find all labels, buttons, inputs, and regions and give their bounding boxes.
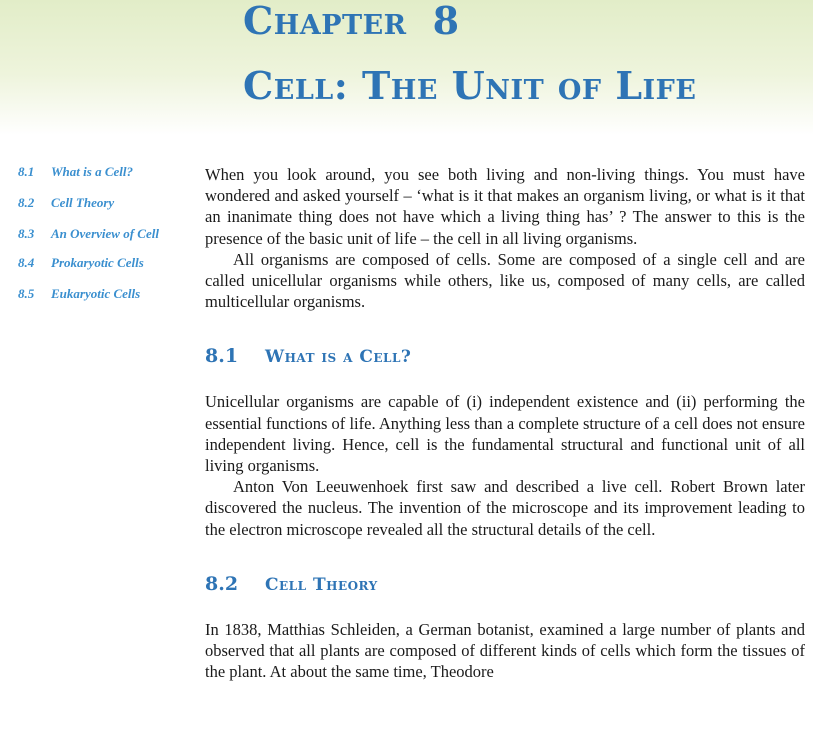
section-paragraph: Anton Von Leeuwenhoek first saw and described a live cell. Robert Brown later discovered the nucleus. The invention of the microscope and its improvement leading to the electron microscope revealed all the structural details of the cell. [205,477,805,539]
toc-item-title: What is a Cell? [51,164,133,179]
toc-item[interactable] [18,163,183,180]
chapter-contents [18,163,183,316]
toc-item[interactable] [18,194,183,211]
toc-item[interactable] [18,254,183,271]
chapter-body [205,164,805,682]
intro-paragraph: All organisms are composed of cells. Some are composed of a single cell and are called unicellular organisms while others, like us, composed of many cells, are called multicellular organisms. [205,249,805,312]
toc-item-number: 8.3 [18,226,35,241]
toc-item-title: Prokaryotic Cells [51,255,144,270]
toc-item[interactable] [18,285,183,302]
section-heading [205,573,805,595]
toc-item-title: Cell Theory [51,195,115,210]
toc-item-title: An Overview of Cell [51,226,159,241]
toc-item-number: 8.2 [18,195,35,210]
section-paragraph: Unicellular organisms are capable of (i) independent existence and (ii) performing the essential functions of life. Anything less than a complete structure of a cell does not ensure independent living. Hence, cell is the fundamental structural and functional unit of all living organisms. [205,392,805,476]
section-number: 8.1 [205,345,239,368]
section-title: Cell Theory [265,574,378,595]
chapter-title: Cell: The Unit of Life [243,63,697,108]
toc-item-number: 8.1 [18,164,35,179]
section-title: What is a Cell? [265,347,412,368]
toc-item-number: 8.4 [18,255,35,270]
chapter-label: Chapter [243,0,407,43]
chapter-number: 8 [432,0,460,43]
toc-item-title: Eukaryotic Cells [51,286,141,301]
toc-item[interactable] [18,225,183,242]
intro-paragraph: When you look around, you see both living and non-living things. You must have wondered and asked yourself – ‘what is it that makes an organism living, or what is it that an inanimate thing does not have which a living thing has’ ? The answer to this is the presence of the basic unit of life – the cell in all living organisms. [205,165,805,248]
section-paragraph: In 1838, Matthias Schleiden, a German botanist, examined a large number of plants and observed that all plants are composed of different kinds of cells which form the tissues of the plant. At about the same time, Theodore [205,619,805,682]
section-number: 8.2 [205,572,239,595]
section-heading [205,345,805,367]
toc-item-number: 8.5 [18,286,35,301]
chapter-heading [243,0,460,42]
